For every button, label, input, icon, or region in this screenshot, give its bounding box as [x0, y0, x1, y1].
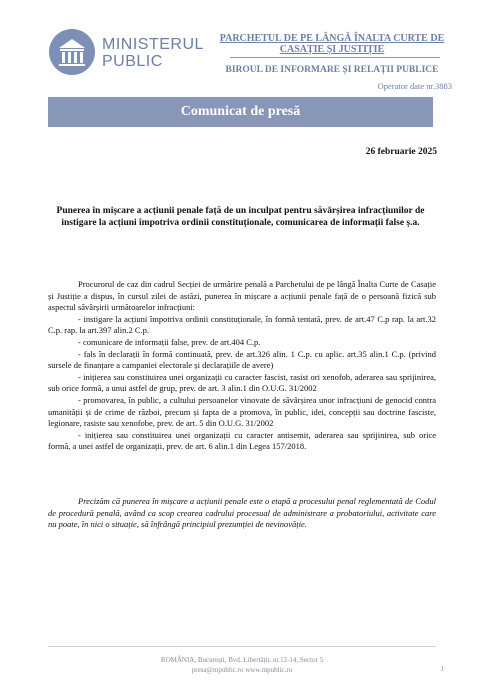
offence-item: - instigare la acțiuni împotriva ordinii constituționale, în formă tentată, prev. de art.47 C.p rap. la art.32 C.p. rap. la art.397 alin.2 C.p.: [48, 313, 436, 336]
presumption-note: Precizăm că punerea în mișcare a acțiunii penale este o etapă a procesului penal reglementată de Codul de procedură penală, având ca scop crearea cadrului procesual de administrare a probatoriului, activitate care nu poate, în nici o situație, să înfrângă principiul prezumției de nevinovăție.: [48, 496, 436, 530]
logo-line-1: MINISTERUL: [102, 36, 204, 53]
operator-number: Operator date nr.3883: [377, 81, 452, 91]
press-release-banner: Comunicat de presă: [48, 97, 433, 127]
header-divider: [230, 57, 440, 58]
institution-line-1: PARCHETUL DE PE LÂNGĂ ÎNALTA CURTE DE: [219, 33, 445, 44]
institution-name: [212, 33, 452, 55]
offence-item: - inițierea sau constituirea unei organizații cu caracter fascist, rasist ori xenofob, aderarea sau sprijinirea, sub orice formă, a unui astfel de grup, prev. de art. 3 alin.1 din O.U.G. 31/2002: [48, 371, 436, 394]
offence-item: - comunicare de informații false, prev. de art.404 C.p.: [78, 336, 261, 347]
logo-line-2: PUBLIC: [102, 53, 163, 70]
offence-item: - fals în declarații în formă continuată, prev. de art.326 alin. 1 C.p. cu aplic. art.35 alin.1 C.p. (privind sursele de finanțare a campaniei electorale și declarațiile de avere): [48, 348, 436, 371]
ministerul-public-logo: [48, 28, 204, 76]
footer: [48, 655, 436, 675]
page-number: 1: [440, 665, 444, 673]
offence-item: - inițierea sau constituirea unei organizații cu caracter antisemit, aderarea sau sprijinirea, sub orice formă, a unei astfel de organizații, prev. de art. 6 alin.1 din Legea 157/2018.: [48, 429, 436, 452]
offence-item: - promovarea, în public, a cultului persoanelor vinovate de săvârșirea unor infracțiuni de genocid contra umanității și de crime de război, precum și fapta de a promova, în public, idei, concepții sau doctrine fasciste, legionare, rasiste sau xenofobe, prev. de art. 5 din O.U.G. 31/2002: [48, 394, 436, 429]
footer-divider: [48, 646, 436, 647]
institution-line-2: CASAȚIE ȘI JUSTIȚIE: [279, 44, 385, 55]
temple-emblem-icon: [48, 28, 96, 76]
release-title: Punerea în mișcare a acțiunii penale față de un inculpat pentru săvârșirea infracțiunilor de instigare la acțiuni împotriva ordinii constituționale, comunicarea de informații false ș.a.: [56, 206, 425, 228]
footer-contact: presa@mpublic.ro www.mpublic.ro: [191, 666, 293, 674]
logo-wordmark: [102, 36, 204, 70]
footer-address: ROMÂNIA, București, Bvd. Libertății, nr.12-14, Sector 5: [160, 656, 324, 664]
release-date: 26 februarie 2025: [365, 147, 437, 157]
intro-paragraph: Procurorul de caz din cadrul Secției de urmărire penală a Parchetului de pe lângă Înalta Curte de Casație și Justiție a dispus, în cursul zilei de astăzi, punerea în mișcare a acțiunii penale față de o persoană fizică sub aspectul săvârșirii următoarelor infracțiuni:: [48, 279, 436, 313]
release-body: [48, 279, 436, 453]
bureau-name: BIROUL DE INFORMARE ȘI RELAȚII PUBLICE: [225, 65, 439, 75]
